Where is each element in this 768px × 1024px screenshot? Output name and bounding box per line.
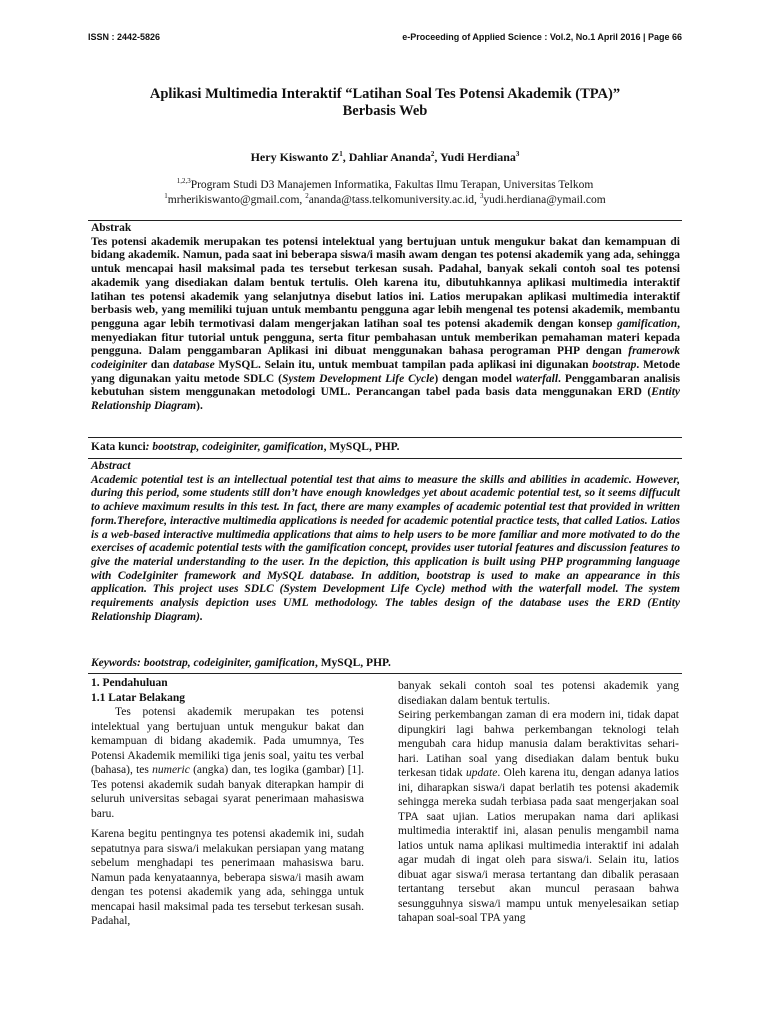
abstrak: Abstrak Tes potensi akademik merupakan tes potensi intelektual yang bertujuan untuk mengukur bakat dan kemampuan di bidang akademik. Namun, pada saat ini beberapa siswa/i masih awam dengan tes potensi akademik yang ada, sehingga untuk mencapai hasil maksimal pada tes tersebut terkesan susah. Padahal, banyak sekali contoh soal tes potensi akademik yang disediakan dalam bentuk tertulis. Oleh karena itu, dibutuhkannya aplikasi multimedia interaktif latihan tes potensi akademik yang selanjutnya disebut latios ini. Latios merupakan aplikasi multimedia interaktif berbasis web, yang memiliki tujuan untuk membantu pengguna agar lebih mengenal tes potensi akademik, membantu pengguna agar lebih termotivasi dalam mengerjakan latihan soal tes potensi akademik dengan konsep gamification, menyediakan fitur tutorial untuk pengguna, serta fitur pembahasan untuk memberikan pemahaman materi kepada pengguna. Dalam penggambaran Aplikasi ini dibuat menggunakan bahasa perograman PHP dengan framerowk codeiginiter dan database MySQL. Selain itu, untuk membuat tampilan pada aplikasi ini digunakan bootstrap. Metode yang digunakan yaitu metode SDLC (System Development Life Cycle) dengan model waterfall. Penggambaran analisis kebutuhan sistem menggunakan metodologi UML. Perancangan tabel pada basis data menggunakan ERD (Entity Relationship Diagram). — [91, 222, 681, 413]
body-left-column — [91, 676, 364, 929]
divider — [88, 437, 682, 438]
abstract-text: Academic potential test is an intellectual potential test that aims to measure the skills and abilities in academic. However, during this period, some students still don’t have enough knowledges yet about academic potential test, so it seems diffucult to achieve maximum results in this test. In fact, there are many examples of academic potential test that provided in written form.Therefore, interactive multimedia applications is needed for academic potential practice tests, that called Latios. Latios is a web-based interactive multimedia applications that aims to help users to be more familiar and more motivated to do the exercises of academic potential tests with the gamification concept, provides user tutorial features and discussion features to give the material understanding to the user. In the depiction, this application is built using PHP programming language with CodeIginiter framework and MySQL database. In addition, bootstrap is used to make an appearance in this application. This project uses SDLC (System Development Life Cycle) method with the waterfall model. The system requirements analysis depiction uses UML methodology. The tables design of the database uses the ERD (Entity Relationship Diagram). — [91, 473, 680, 623]
abstrak-text: Tes potensi akademik merupakan tes potensi intelektual yang bertujuan untuk mengukur bakat dan kemampuan di bidang akademik. Namun, pada saat ini beberapa siswa/i masih awam dengan tes potensi akademik yang ada, sehingga untuk mencapai hasil maksimal pada tes tersebut terkesan susah. Padahal, banyak sekali contoh soal tes potensi akademik yang disediakan dalam bentuk tertulis. Oleh karena itu, dibutuhkannya aplikasi multimedia interaktif latihan tes potensi akademik yang selanjutnya disebut latios ini. Latios merupakan aplikasi multimedia interaktif berbasis web, yang memiliki tujuan untuk membantu pengguna agar lebih mengenal tes potensi akademik, membantu pengguna agar lebih termotivasi dalam mengerjakan latihan soal tes potensi akademik dengan konsep gamification, menyediakan fitur tutorial untuk pengguna, serta fitur pembahasan untuk memberikan pemahaman materi kepada pengguna. Dalam penggambaran Aplikasi ini dibuat menggunakan bahasa perograman PHP dengan framerowk codeiginiter dan database MySQL. Selain itu, untuk membuat tampilan pada aplikasi ini digunakan bootstrap. Metode yang digunakan yaitu metode SDLC (System Development Life Cycle) dengan model waterfall. Penggambaran analisis kebutuhan sistem menggunakan metodologi UML. Perancangan tabel pada basis data menggunakan ERD (Entity Relationship Diagram). — [91, 235, 681, 413]
body-right-column — [398, 679, 679, 926]
page-header — [88, 32, 682, 46]
email-2[interactable]: ananda@tass.telkomuniversity.ac.id, — [308, 194, 480, 206]
email-3[interactable]: yudi.herdiana@ymail.com — [483, 194, 606, 206]
paper-title: Aplikasi Multimedia Interaktif “Latihan Soal Tes Potensi Akademik (TPA)” Berbasis Web — [149, 86, 621, 119]
paragraph: Seiring perkembangan zaman di era modern ini, tidak dapat dipungkiri lagi bahwa perkembangan teknologi telah mengubah cara hidup manusia dalam beraktivitas sehari-hari. Latihan soal yang disediakan dalam bentuk buku terkesan tidak update. Oleh karena itu, dengan adanya latios ini, diharapkan siswa/i dapat berlatih tes potensi akademik sehingga mereka sudah terbiasa pada saat mengerjakan soal TPA saat ujian. Latios merupakan nama dari aplikasi multimedia interaktif ini, alasan penulis mengambil nama latios untuk nama aplikasi multimedia interaktif ini adalah agar mudah di ingat oleh para siswa/i. Selain itu, latios dibuat agar siswa/i merasa tertantang dan dibalik perasaan tertantang tersebut akan muncul perasaan bahwa sesungguhnya siswa/i mampu untuk menyelesaikan setiap tahapan soal-soal TPA yang — [398, 709, 679, 924]
affiliation: $^{1,2,3}$Program Studi D3 Manajemen Informatika, Fakultas Ilmu Terapan, Universitas Telkom $^1$mrherikiswanto@gmail.com, $^2$ananda@tass.telkomuniversity.ac.id, $^3$yudi.herdiana@ymail.com — [164, 177, 606, 206]
divider — [88, 673, 682, 674]
paragraph: Karena begitu pentingnya tes potensi akademik ini, sudah sepatutnya para siswa/i melakukan persiapan yang matang sebelum menghadapi tes penerimaan mahasiswa baru. Namun pada kenyataannya, beberapa siswa/i masih awam dengan tes potensi akademik yang ada, sehingga untuk mencapai hasil maksimal pada tes tersebut terkesan susah. Padahal, — [91, 828, 364, 927]
divider — [88, 220, 682, 221]
journal-info: e-Proceeding of Applied Science : Vol.2, No.1 April 2016 | Page 66 — [402, 32, 682, 42]
kata-kunci: Kata kunci: bootstrap, codeiginiter, gamification, MySQL, PHP. — [91, 441, 400, 453]
abstract-en: Abstract Academic potential test is an intellectual potential test that aims to measure the skills and abilities in academic. However, during this period, some students still don’t have enough knowledges yet about academic potential test, so it seems diffucult to achieve maximum results in this test. In fact, there are many examples of academic potential test that provided in written form.Therefore, interactive multimedia applications is needed for academic potential practice tests, that called Latios. Latios is a web-based interactive multimedia applications that aims to help users to be more familiar and more motivated to do the exercises of academic potential tests with the gamification concept, provides user tutorial features and discussion features to give the material understanding to the user. In the depiction, this application is built using PHP programming language with CodeIginiter framework and MySQL database. In addition, bootstrap is used to make an appearance in this application. This project uses SDLC (System Development Life Cycle) method with the waterfall model. The system requirements analysis depiction uses UML methodology. The tables design of the database uses the ERD (Entity Relationship Diagram). — [91, 460, 680, 623]
divider — [88, 458, 682, 459]
subsection-heading: 1.1 Latar Belakang — [91, 691, 186, 704]
keywords: Keywords: bootstrap, codeiginiter, gamification, MySQL, PHP. — [91, 657, 391, 669]
issn: ISSN : 2442-5826 — [88, 32, 161, 42]
paragraph: banyak sekali contoh soal tes potensi akademik yang disediakan dalam bentuk tertulis. — [398, 680, 679, 707]
section-heading: 1. Pendahuluan — [91, 677, 168, 689]
email-1[interactable]: mrherikiswanto@gmail.com, — [167, 194, 306, 206]
paragraph: Tes potensi akademik merupakan tes potensi intelektual yang bertujuan untuk mengukur bakat dan kemampuan di bidang akademik. Pada umumnya, Tes Potensi Akademik memiliki tiga jenis soal, yaitu tes verbal (bahasa), tes numeric (angka) dan, tes logika (gambar) [1]. Tes potensi akademik sudah banyak diterapkan hampir di seluruh universitas sebagai syarat penerimaan mahasiswa baru. — [91, 706, 364, 820]
authors: Hery Kiswanto $Z^1$, Dahliar Ananda$^2$, Yudi Herdiana$^3$ — [250, 150, 520, 164]
